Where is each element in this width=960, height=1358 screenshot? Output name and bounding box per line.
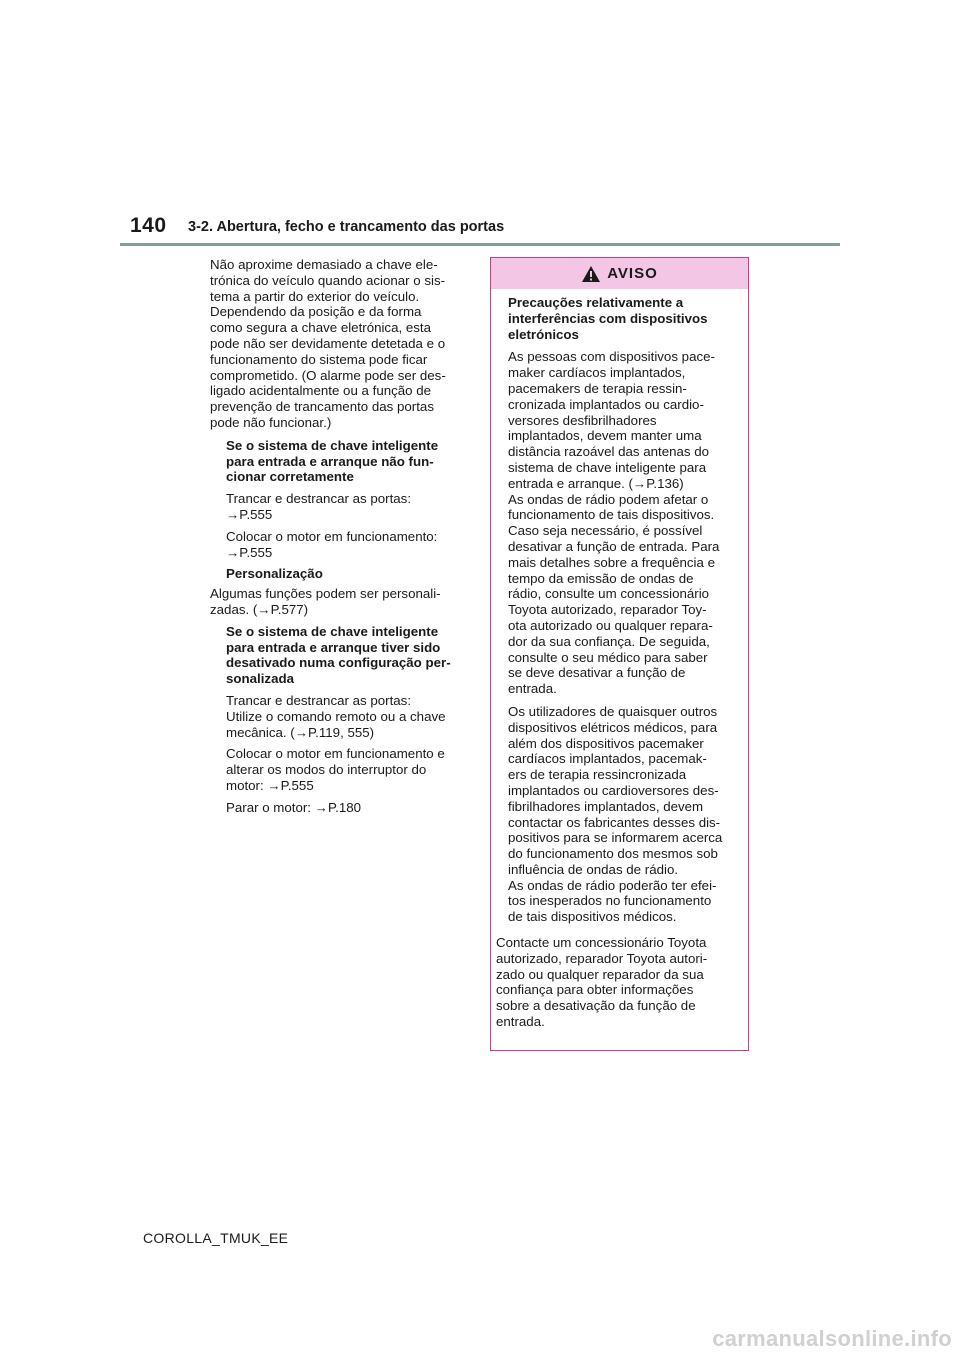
warning-triangle-icon xyxy=(581,265,601,283)
header-divider xyxy=(120,243,840,246)
heading-malfunction: Se o sistema de chave inteligente para entrada e arranque não fun- cionar corretamente xyxy=(226,437,439,485)
warning-title: AVISO xyxy=(607,265,658,282)
intro-paragraph: Não aproxime demasiado a chave ele- trónica do veículo quando acionar o sis- tema a partir do exterior do veículo. Dependendo da posição e da forma como segura a chave eletrónica, esta pode não ser devidamente detetada e o funcionamento do sistema pode ficar comprometido. (O alarme pode ser des- ligado acidentalmente ou a função de prevenção de trancamento das portas pode não funcionar.) xyxy=(210,257,446,430)
warning-box xyxy=(490,257,749,1051)
stop-engine-text: Parar o motor: →P.180 xyxy=(226,799,362,815)
document-code: COROLLA_TMUK_EE xyxy=(143,1230,289,1246)
warning-paragraph-2: Os utilizadores de quaisquer outros dispositivos elétricos médicos, para além dos dispositivos pacemaker cardíacos implantados, pacemak- ers de terapia ressincronizada implantados ou cardioversores des- fibrilhadores implantados, devem contactar os fabricantes desses dis- positivos para se informarem acerca do funcionamento dos mesmos sob influência de ondas de rádio. As ondas de rádio poderão ter efei- tos inesperados no funcionamento de tais dispositivos médicos. xyxy=(508,703,723,925)
warning-closing: Contacte um concessionário Toyota autorizado, reparador Toyota autori- zado ou qualquer reparador da sua confiança para obter informações sobre a desativação da função de entrada. xyxy=(496,935,708,1030)
lock-unlock-text: Trancar e destrancar as portas: →P.555 xyxy=(226,491,412,522)
page-number: 140 xyxy=(130,214,167,237)
lock-unlock-disabled-text: Trancar e destrancar as portas: Utilize o comando remoto ou a chave mecânica. (→P.119, 555) xyxy=(226,692,446,740)
watermark: carmanualsonline.info xyxy=(712,1326,952,1351)
personalization-text: Algumas funções podem ser personali- zadas. (→P.577) xyxy=(210,586,441,617)
warning-heading: Precauções relativamente a interferências com dispositivos eletrónicos xyxy=(508,295,708,342)
heading-disabled: Se o sistema de chave inteligente para entrada e arranque tiver sido desativado numa configuração per- sonalizada xyxy=(226,623,451,687)
start-engine-disabled-text: Colocar o motor em funcionamento e alterar os modos do interruptor do motor: →P.555 xyxy=(226,746,445,793)
start-engine-text: Colocar o motor em funcionamento: →P.555 xyxy=(226,528,438,560)
heading-personalization: Personalização xyxy=(226,566,323,582)
warning-paragraph-1: As pessoas com dispositivos pace- maker cardíacos implantados, pacemakers de terapia ressin- cronizada implantados ou cardio- versores desfibrilhadores implantados, devem manter uma distância razoável das antenas do sistema de chave inteligente para entrada e arranque. (→P.136) As ondas de rádio podem afetar o funcionamento de tais dispositivos. Caso seja necessário, é possível desativar a função de entrada. Para mais detalhes sobre a frequência e tempo da emissão de ondas de rádio, consulte um concessionário Toyota autorizado, reparador Toy- ota autorizado ou qualquer repara- dor da sua confiança. De seguida, consulte o seu médico para saber se deve desativar a função de entrada. xyxy=(508,349,720,697)
warning-body xyxy=(491,289,748,1030)
warning-header xyxy=(491,258,748,289)
left-column xyxy=(210,257,472,816)
section-title: 3-2. Abertura, fecho e trancamento das portas xyxy=(188,219,505,235)
